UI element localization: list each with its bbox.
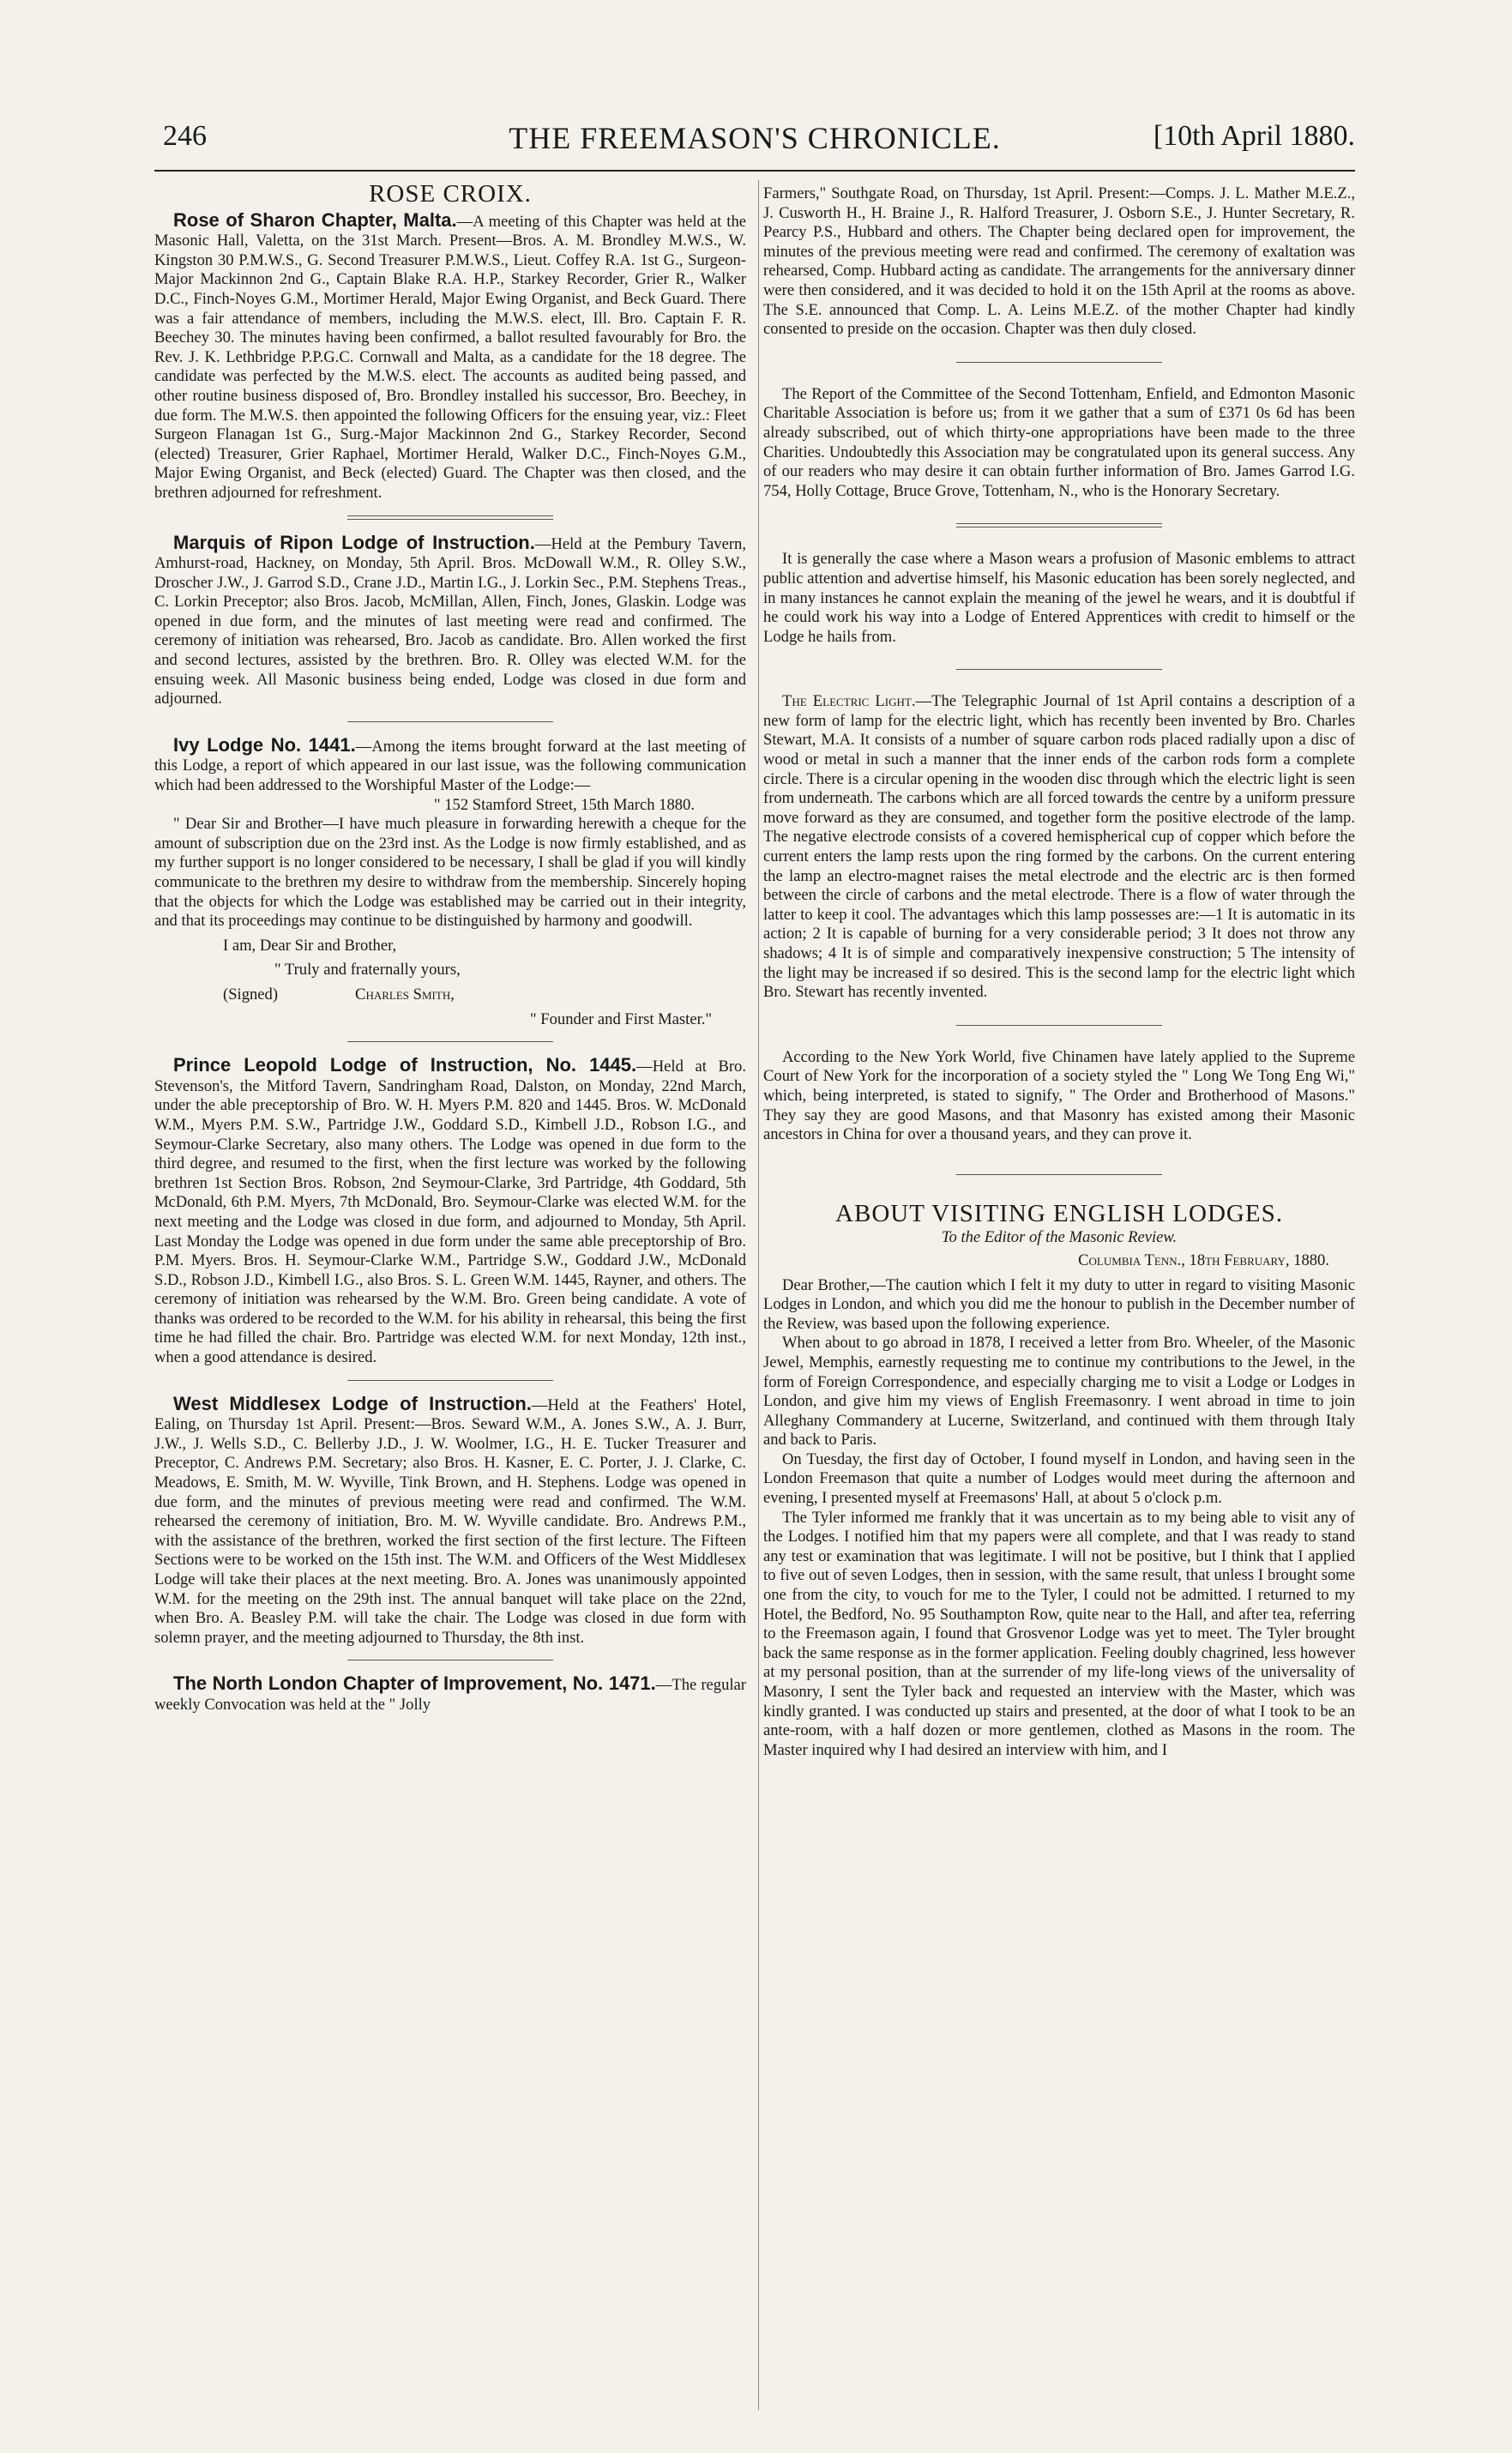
separator-rule (347, 721, 553, 722)
letter-dateline (763, 1251, 1329, 1271)
letter-paragraph-4: The Tyler informed me frankly that it was uncertain as to my being able to visit any of the Lodges. I notified him that my papers were all complete, and that I was ready to stand any test or examination that was legitimate. I will not be positive, but I think that I applied to five out of seven Lodges, then in session, with the same result, that unless I brought some one from the city, to vouch for me to the Tyler, I could not be admitted. I returned to my Hotel, the Bedford, No. 95 Southampton Row, quite near to the Hall, and after tea, referring to the Freemason again, I found that Grosvenor Lodge was yet to meet. The Tyler brought back the same response as in the former application. Feeling doubly chagrined, less however at my personal position, than at the surrender of my life-long views of the universality of Masonry, I sent the Tyler back and requested an interview with the Master, which was kindly granted. I was conducted up stairs and presented, at the door of what I took to be an ante-room, with a half dozen or more gentlemen, clothed as Masons in the room. The Master inquired why I had desired an interview with him, and I (763, 1508, 1355, 1759)
separator-rule (956, 523, 1162, 527)
separator-rule (956, 362, 1162, 363)
article-heading: Ivy Lodge No. 1441. (173, 733, 356, 756)
separator-rule (956, 1174, 1162, 1175)
letter-paragraph-1: Dear Brother,—The caution which I felt it my duty to utter in regard to visiting Masonic Lodges in London, and which you did me the honour to publish in the December number of the Review, was based upon the following experience. (763, 1275, 1355, 1333)
signed-label: (Signed) (223, 985, 279, 1003)
article-tottenham-report: The Report of the Committee of the Second Tottenham, Enfield, and Edmonton Masonic Charitable Association is before us; from it we gather that a sum of £371 0s 6d has been already subscribed, out of which thirty-one appropriations have been made to the three Charities. Undoubtedly this Association may be congratulated upon its general success. Any of our readers who may desire it can obtain further information of Bro. James Garrod I.G. 754, Holly Cottage, Bruce Grove, Tottenham, N., who is the Honorary Secretary. (763, 384, 1355, 500)
page-header (154, 120, 1355, 172)
separator-rule (347, 1380, 553, 1381)
issue-date: [10th April 1880. (1153, 120, 1355, 152)
article-body: —A meeting of this Chapter was held at the Masonic Hall, Valetta, on the 31st March. Present—Bros. A. M. Brondley M.W.S., W. Kingston 30 P.M.W.S., G. Second Treasurer P.M.W.S., Lieut. Coffey R.A. 1st G., Surgeon-Major Mackinnon 2nd G., Captain Blake R.A. H.P., Starkey Recorder, Grier R., Walker D.C., Finch-Noyes G.M., Mortimer Herald, Major Ewing Organist, and Beck Guard. There was a fair attendance of members, including the M.W.S. elect, Ill. Bro. Captain F. R. Beechey 30. The minutes having been confirmed, a ballot resulted favourably for Bro. the Rev. J. K. Lethbridge P.P.G.C. Cornwall and Malta, as a candidate for the 18 degree. The candidate was perfected by the M.W.S. elect. The accounts as audited being passed, and other routine business disposed of, Bro. Brondley installed his successor, Bro. Beechey, in due form. The M.W.S. then appointed the following Officers for the ensuing year, viz.: Fleet Surgeon Flanagan 1st G., Surg.-Major Mackinnon 2nd G., Starkey Recorder, Second (elected) Treasurer, Grier Raphael, Mortimer Herald, Walker D.C., Finch-Noyes G.M., Major Ewing Organist, and Beck (elected) Guard. The Chapter was then closed, and the brethren adjourned for refreshment. (154, 212, 746, 502)
article-body: —The Telegraphic Journal of 1st April contains a description of a new form of lamp for the electric light, which has recently been invented by Bro. Charles Stewart, M.A. It consists of a number of square carbon rods placed radially upon a disc of wood or metal in such a manner that the inner ends of the carbon rods form a complete circle. There is a circular opening in the wooden disc through which the electric light is seen from underneath. The carbons which are all forced towards the centre by a uniform pressure move forward as they are consumed, and together form the positive electrode of the lamp. The negative electrode consists of a covered hemispherical cup of copper which before the current enters the lamp rests upon the ring formed by the carbons. On the current entering the lamp an electro-magnet raises the metal electrode and the electric arc is then formed between the circle of carbons and the metal electrode. There is a flow of water through the latter to keep it cool. The advantages which this lamp possesses are:—1 It is automatic in its action; 2 It is capable of burning for a very considerable period; 3 It does not throw any shadows; 4 It is of simple and comparatively inexpensive construction; 5 The intensity of the light may be increased if so desired. This is the second lamp for the electric light which Bro. Stewart has recently invented. (763, 692, 1355, 1002)
signatory-role: " Founder and First Master." (530, 1010, 712, 1028)
article-heading: West Middlesex Lodge of Instruction. (173, 1392, 532, 1414)
article-title-visiting-lodges: ABOUT VISITING ENGLISH LODGES. (835, 1199, 1283, 1227)
page-number: 246 (163, 120, 207, 152)
article-heading: Marquis of Ripon Lodge of Instruction. (173, 531, 535, 553)
section-title-rose-croix: ROSE CROIX. (369, 184, 532, 208)
article-subtitle (763, 1228, 1355, 1248)
dateline-text: Columbia Tenn., 18th February, 1880. (1078, 1251, 1329, 1269)
article-body: —The regular weekly Convocation was held at the " Jolly (154, 1676, 746, 1714)
article-rose-of-sharon (154, 208, 746, 503)
article-heading: The North London Chapter of Improvement, No. 1471. (173, 1672, 656, 1695)
right-column (763, 184, 1355, 2414)
signatory-name: Charles Smith, (355, 985, 455, 1003)
letter-closing: I am, Dear Sir and Brother, (223, 936, 397, 955)
separator-rule (347, 1041, 553, 1042)
separator-rule (956, 669, 1162, 670)
separator-rule (347, 515, 553, 520)
left-column (154, 184, 746, 2414)
article-body: —Among the items brought forward at the last meeting of this Lodge, a report of which appeared in our last issue, was the following communication which had been addressed to the Worshipful Master of the Lodge:— (154, 737, 746, 795)
article-farmers-continued: Farmers," Southgate Road, on Thursday, 1st April. Present:—Comps. J. L. Mather M.E.Z., J. Cusworth H., H. Braine J., R. Halford Treasurer, J. Osborn S.E., J. Hunter Secretary, R. Pearcy P.S., Hubbard and others. The Chapter being declared open for improvement, the minutes of the previous meeting were read and confirmed. The ceremony of exaltation was rehearsed, Comp. Hubbard acting as candidate. The arrangements for the anniversary dinner were then considered, and it was decided to hold it on the 15th April at the rooms as above. The S.E. announced that Comp. L. A. Leins M.E.Z. of the mother Chapter had kindly consented to preside on the occasion. Chapter was then duly closed. (763, 184, 1355, 339)
column-divider (758, 180, 759, 2410)
article-heading: Rose of Sharon Chapter, Malta. (173, 208, 457, 231)
article-prince-leopold (154, 1056, 746, 1368)
article-body: —Held at Bro. Stevenson's, the Mitford Tavern, Sandringham Road, Dalston, on Monday, 22nd March, under the able preceptorship of Bro. W. H. Myers P.M. 820 and 1445. Bros. W. McDonald W.M., Myers P.M. S.W., Partridge J.W., Goddard S.D., Kimbell J.D., Robson I.G., and Seymour-Clarke Secretary, also many others. The Lodge was opened in due form to the third degree, and resumed to the first, when the first lecture was worked by the following brethren 1st Section Bros. Robson, 2nd Seymour-Clarke, 3rd Partridge, 4th Goddard, 5th McDonald, 6th P.M. Myers, 7th McDonald, Bro. Seymour-Clarke was elected W.M. for the next meeting and the Lodge was closed in due form, and adjourned to Monday, 5th April. Last Monday the Lodge was opened in due form under the same able preceptorship of Bro. P.M. Myers. Bros. H. Seymour-Clarke W.M., Partridge S.W., Goddard J.W., McDonald S.D., Robson J.D., Kimbell I.G., also Bros. S. L. Green W.M. 1445, Rayner, and others. The ceremony of initiation was rehearsed by the W.M. Bro. Green being candidate. A vote of thanks was ordered to be recorded to the W.M. for his ability in rehearsal, this being the first time he had filled the chair. Bro. Partridge was elected W.M. for next Monday, 12th inst., when a good attendance is desired. (154, 1058, 746, 1367)
article-north-london (154, 1674, 746, 1715)
addressee: To the Editor of the Masonic Review. (941, 1228, 1178, 1247)
article-masonic-emblems: It is generally the case where a Mason wears a profusion of Masonic emblems to attract public attention and advertise himself, his Masonic education has been sorely neglected, and in many instances he cannot explain the meaning of the jewel he wears, and it is doubtful if he could work his way into a Lodge of Entered Apprentices with credit to himself or the Lodge he hails from. (763, 550, 1355, 646)
article-body: —Held at the Feathers' Hotel, Ealing, on Thursday 1st April. Present:—Bros. Seward W.M., A. Jones S.W., A. J. Burr, J.W., J. Wells S.D., C. Bellerby J.D., J. W. Woolmer, I.G., H. E. Tucker Treasurer and Preceptor, C. Andrews P.M. Secretary; also Bros. H. Kasner, E. C. Porter, J. J. Clarke, C. Meadows, E. Smith, M. W. Wyville, Tink Brown, and H. Stephens. Lodge was opened in due form, and the minutes of previous meeting were read and confirmed. The W.M. rehearsed the ceremony of initiation, Bro. M. W. Wyville candidate. Bro. Andrews P.M., with the assistance of the brethren, worked the first section of the first lecture. The Fifteen Sections were to be worked on the 15th inst. The W.M. and Officers of the West Middlesex Lodge will take their places at the next meeting. Bro. A. Jones was unanimously appointed W.M. for the meeting on the 29th inst. The annual banquet will take place on the 22nd, when Bro. A. Beasley P.M. will take the chair. The Lodge was closed in due form with solemn prayer, and the meeting adjourned to Thursday, the 8th inst. (154, 1395, 746, 1647)
header-rule (154, 170, 1355, 172)
article-chinamen: According to the New York World, five Chinamen have lately applied to the Supreme Court of New York for the incorporation of a society styled the " Long We Tong Eng Wi," which, being interpreted, is stated to signify, " The Order and Brotherhood of Masons." They say they are good Masons, and that Masonry has existed among their Masonic ancestors in China for over a thousand years, and they can prove it. (763, 1047, 1355, 1144)
letter-address: " 152 Stamford Street, 15th March 1880. (433, 795, 695, 814)
article-body: —Held at the Pembury Tavern, Amhurst-road, Hackney, on Monday, 5th April. Bros. McDowall W.M., R. Olley S.W., Droscher J.W., J. Garrod S.D., Crane J.D., Martin I.G., J. Lorkin Sec., P.M. Stephens Treas., C. Lorkin Preceptor; also Bros. Jacob, McMillan, Allen, Finch, Jones, Glaskin. Lodge was opened in due form, and the minutes of last meeting were read and confirmed. The ceremony of initiation was rehearsed, Bro. Jacob as candidate. Bro. Allen worked the first and second lectures, assisted by the brethren. Bro. R. Olley was elected W.M. for the ensuing week. All Masonic business being ended, Lodge was closed in due form and adjourned. (154, 534, 746, 708)
letter-paragraph-3: On Tuesday, the first day of October, I found myself in London, and having seen in the London Freemason that quite a number of Lodges would meet during the afternoon and evening, I presented myself at Freemasons' Hall, at about 5 o'clock p.m. (763, 1450, 1355, 1508)
letter-paragraph-2: When about to go abroad in 1878, I received a letter from Bro. Wheeler, of the Masonic Jewel, Memphis, earnestly requesting me to continue my contributions to the Jewel, in the form of Foreign Correspondence, and especially charging me to visit a Lodge or Lodges in London, and give him my views of English Freemasonry. I went abroad in time to join Alleghany Commandery at Lucerne, Switzerland, and continued with them through Italy and back to Paris. (763, 1334, 1355, 1450)
letter-closing-2: " Truly and fraternally yours, (274, 961, 461, 979)
article-ivy-lodge (154, 733, 746, 796)
article-lead: The Electric Light. (782, 692, 916, 711)
article-west-middlesex (154, 1392, 746, 1648)
article-electric-light (763, 692, 1355, 1003)
article-marquis-of-ripon (154, 533, 746, 709)
letter-signature (154, 985, 746, 1005)
article-heading: Prince Leopold Lodge of Instruction, No. 1445. (173, 1054, 637, 1076)
separator-rule (956, 1025, 1162, 1026)
letter-body: " Dear Sir and Brother—I have much pleasure in forwarding herewith a cheque for the amount of subscription due on the 23rd inst. As the Lodge is now firmly established, and as my further support is no longer considered to be necessary, I shall be glad if you will kindly communicate to the brethren my desire to withdraw from the membership. Sincerely hoping that the objects for which the Lodge was established may be carried out in their integrity, and that its proceedings may continue to be distinguished by harmony and goodwill. (154, 815, 746, 931)
newspaper-title: THE FREEMASON'S CHRONICLE. (509, 121, 1001, 155)
